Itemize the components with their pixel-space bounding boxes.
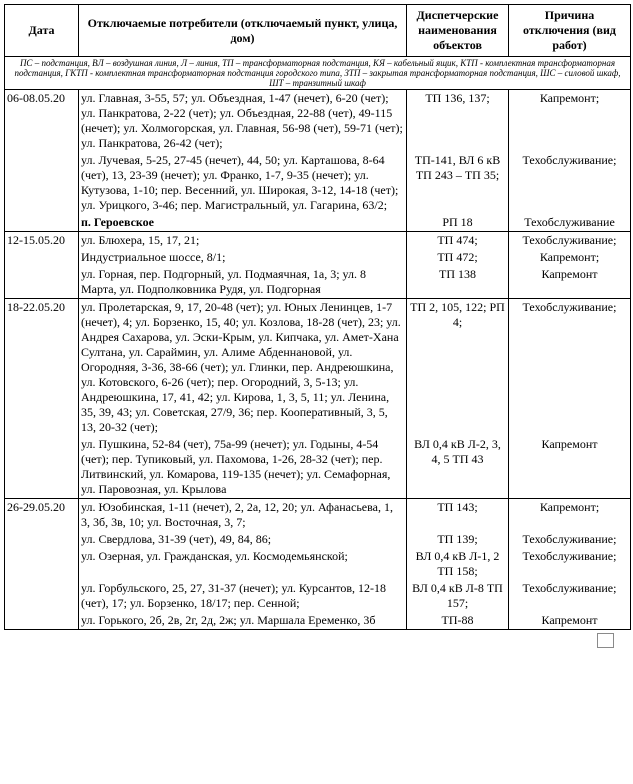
table-row [5,152,631,214]
dispatcher-objects-cell: ТП 472; [407,249,509,266]
consumers-cell: ул. Горького, 2б, 2в, 2г, 2д, 2ж; ул. Маршала Еременко, 3б [79,612,407,630]
dispatcher-objects-cell: ТП-88 [407,612,509,630]
dispatcher-objects-cell: ТП 143; [407,499,509,532]
reason-cell: Капремонт; [509,249,631,266]
table-row [5,299,631,437]
table-row [5,531,631,548]
dispatcher-objects-cell: ВЛ 0,4 кВ Л-1, 2 ТП 158; [407,548,509,580]
table-row [5,249,631,266]
reason-cell: Капремонт; [509,90,631,153]
dispatcher-objects-cell: ТП 139; [407,531,509,548]
header-date: Дата [5,5,79,57]
abbreviation-legend: ПС – подстанция, ВЛ – воздушная линия, Л – линия, ТП – трансформаторная подстанция, КЯ – кабельный ящик, КТП - комплектная трансформаторная подстанция, ГКТП - комплектная трансформаторная подстанция городского типа, ЗТП – закрытая трансформаторная подстанция, ШС – силовой шкаф, ШТ – транзитный шкаф [5,57,631,90]
table-row [5,612,631,630]
table-row [5,436,631,499]
outage-table [4,4,631,630]
consumers-cell: ул. Свердлова, 31-39 (чет), 49, 84, 86; [79,531,407,548]
dispatcher-objects-cell: ТП 138 [407,266,509,299]
consumers-cell: Индустриальное шоссе, 8/1; [79,249,407,266]
consumers-cell: ул. Пушкина, 52-84 (чет), 75а-99 (нечет); ул. Годыны, 4-54 (чет); пер. Тупиковый, ул. Пахомова, 1-26, 28-32 (чет); пер. Литвинский, ул. Комарова, 119-135 (нечет); ул. Семафорная, ул. Паровозная, ул. Крылова [79,436,407,499]
consumers-cell: ул. Блюхера, 15, 17, 21; [79,232,407,250]
consumers-cell: ул. Озерная, ул. Гражданская, ул. Космодемьянской; [79,548,407,580]
header-objects: Диспетчерские наименования объектов [407,5,509,57]
consumers-cell: п. Героевское [79,214,407,232]
dispatcher-objects-cell: ВЛ 0,4 кВ Л-8 ТП 157; [407,580,509,612]
reason-cell: Техобслуживание [509,214,631,232]
header-consumers: Отключаемые потребители (отключаемый пункт, улица, дом) [79,5,407,57]
date-cell: 12-15.05.20 [5,232,79,299]
table-row [5,90,631,153]
dispatcher-objects-cell: ТП-141, ВЛ 6 кВ ТП 243 – ТП 35; [407,152,509,214]
table-row [5,548,631,580]
table-row [5,580,631,612]
reason-cell: Техобслуживание; [509,548,631,580]
table-row [5,232,631,250]
dispatcher-objects-cell: ТП 474; [407,232,509,250]
reason-cell: Техобслуживание; [509,299,631,437]
consumers-cell: ул. Пролетарская, 9, 17, 20-48 (чет); ул. Юных Ленинцев, 1-7 (нечет), 4; ул. Борзенко, 15, 40; ул. Козлова, 18-28 (чет), 23; ул. Андрея Сахарова, ул. Эски-Крым, ул. Кипчака, ул. Амет-Хана Султана, ул. Сараймин, ул. Алиме Абденнановой, ул. Огородняя, 3-36, 38-66 (чет); ул. Глинки, пер. Андреюшкина, ул. Котовского, 6-26 (чет); пер. Огородний, 3, 5-13; ул. Андреюшкина, 17, 41, 42; ул. Кирова, 1, 3, 5, 11; ул. Ленина, 35, 39, 43; ул. Советская, 27/9, 36; пер. Кооперативный, 3, 5, 13, 20-32 (чет); [79,299,407,437]
reason-cell: Капремонт [509,436,631,499]
legend-row [5,57,631,90]
table-body [5,90,631,630]
date-cell: 06-08.05.20 [5,90,79,232]
dispatcher-objects-cell: ВЛ 0,4 кВ Л-2, 3, 4, 5 ТП 43 [407,436,509,499]
consumers-cell: ул. Юзобинская, 1-11 (нечет), 2, 2а, 12, 20; ул. Афанасьева, 1, 3, 3б, 3в, 10; ул. Восточная, 3, 7; [79,499,407,532]
reason-cell: Техобслуживание; [509,580,631,612]
header-row [5,5,631,57]
reason-cell: Техобслуживание; [509,531,631,548]
dispatcher-objects-cell: ТП 2, 105, 122; РП 4; [407,299,509,437]
consumers-cell: ул. Горбульского, 25, 27, 31-37 (нечет); ул. Курсантов, 12-18 (чет), 17; ул. Борзенко, 18/17; пер. Сенной; [79,580,407,612]
dispatcher-objects-cell: РП 18 [407,214,509,232]
reason-cell: Капремонт; [509,499,631,532]
date-cell: 26-29.05.20 [5,499,79,630]
date-cell: 18-22.05.20 [5,299,79,499]
dispatcher-objects-cell: ТП 136, 137; [407,90,509,153]
reason-cell: Капремонт [509,266,631,299]
empty-box-marker [597,633,614,648]
table-row [5,499,631,532]
consumers-cell: ул. Горная, пер. Подгорный, ул. Подмаячная, 1а, 3; ул. 8 Марта, ул. Подполковника Рудя, ул. Подгорная [79,266,407,299]
consumers-cell: ул. Лучевая, 5-25, 27-45 (нечет), 44, 50; ул. Карташова, 8-64 (чет), 13, 23-39 (нечет); ул. Франко, 1-7, 9-35 (нечет); ул. Кутузова, 1-10; пер. Весенний, ул. Широкая, 3-12, 14-18 (чет); ул. Урицкого, 3-46; пер. Магистральный, ул. Гагарина, 63/2; [79,152,407,214]
table-row [5,266,631,299]
reason-cell: Техобслуживание; [509,232,631,250]
header-reason: Причина отключения (вид работ) [509,5,631,57]
reason-cell: Капремонт [509,612,631,630]
consumers-cell: ул. Главная, 3-55, 57; ул. Объездная, 1-47 (нечет), 6-20 (чет); ул. Панкратова, 2-22 (чет); ул. Объездная, 22-88 (чет), 49-115 (нечет); ул. Холмогорская, ул. Главная, 56-98 (чет), 59-71 (чет); ул. Панкратова, 26-42 (чет); [79,90,407,153]
reason-cell: Техобслуживание; [509,152,631,214]
table-row [5,214,631,232]
